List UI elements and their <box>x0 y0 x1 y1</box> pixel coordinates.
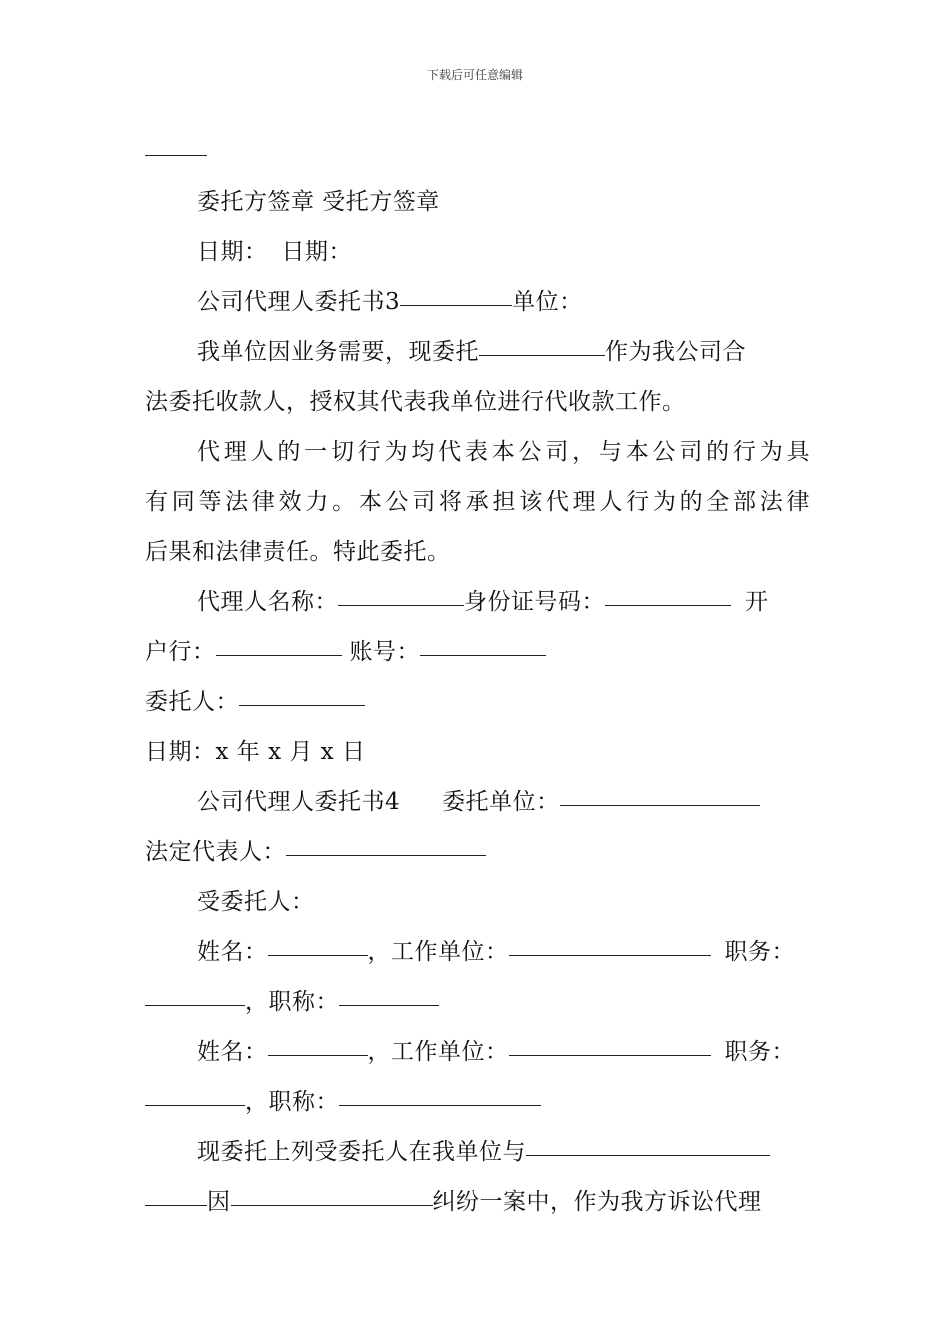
blank-field <box>479 354 605 356</box>
work-unit-label: ，工作单位： <box>367 1039 509 1065</box>
blank-field <box>509 1054 711 1056</box>
blank-field <box>216 654 342 656</box>
duty-label: 职务： <box>724 939 795 965</box>
blank-field <box>145 154 207 156</box>
signature-label: 委托方签章 受托方签章 <box>197 189 440 215</box>
date-label-principal: 日期： <box>197 239 268 265</box>
signature-row <box>145 177 810 227</box>
blank-line-top <box>145 127 810 177</box>
blank-field <box>509 954 711 956</box>
blank-field <box>339 1004 439 1006</box>
entrust-row <box>145 1127 810 1177</box>
blank-field <box>400 304 512 306</box>
bank-label-part: 开 <box>745 589 769 615</box>
blank-field <box>339 1104 541 1106</box>
name-label: 姓名： <box>197 1039 268 1065</box>
agent-info-row <box>145 577 810 627</box>
blank-field <box>560 804 760 806</box>
letter3-title: 公司代理人委托书3 <box>197 289 401 315</box>
blank-field <box>145 1004 245 1006</box>
blank-field <box>268 1054 368 1056</box>
paragraph-text: 后果和法律责任。特此委托。 <box>145 539 451 565</box>
paragraph-text: 因 <box>207 1189 231 1215</box>
page-header: 下载后可任意编辑 <box>426 68 523 82</box>
paragraph-line: 有同等法律效力。本公司将承担该代理人行为的全部法律 <box>145 489 810 515</box>
principal-label: 委托人： <box>145 689 239 715</box>
blank-field <box>526 1154 770 1156</box>
blank-field <box>145 1204 207 1206</box>
title-label: ，职称： <box>245 1089 339 1115</box>
duty-label: 职务： <box>724 1039 795 1065</box>
letter4-title-row <box>145 777 810 827</box>
paragraph-text: 纠纷一案中，作为我方诉讼代理 <box>432 1189 762 1215</box>
paragraph-line: 代理人的一切行为均代表本公司，与本公司的行为具 <box>197 439 810 465</box>
trustee-2-row-cont <box>145 1077 810 1127</box>
agent-name-label: 代理人名称： <box>197 589 338 615</box>
blank-field <box>338 604 464 606</box>
bank-label-part: 户行： <box>145 639 216 665</box>
paragraph-text: 作为我公司合 <box>605 339 746 365</box>
paragraph-text: 我单位因业务需要，现委托 <box>197 339 479 365</box>
trustee-2-row <box>145 1027 810 1077</box>
trustee-1-row-cont <box>145 977 810 1027</box>
blank-field <box>145 1104 245 1106</box>
blank-field <box>239 704 365 706</box>
title-label: ，职称： <box>245 989 339 1015</box>
date-full-row <box>145 727 810 777</box>
principal-row <box>145 677 810 727</box>
paragraph-line <box>145 327 810 377</box>
date-full: 日期：x 年 x 月 x 日 <box>145 739 366 765</box>
id-number-label: 身份证号码： <box>464 589 605 615</box>
account-label: 账号： <box>349 639 420 665</box>
blank-field <box>420 654 546 656</box>
letter3-title-row <box>145 277 810 327</box>
bank-info-row <box>145 627 810 677</box>
entrusting-unit-label: 委托单位： <box>442 789 560 815</box>
letter4-title: 公司代理人委托书4 <box>197 789 401 815</box>
entrust-row-cont <box>145 1177 810 1227</box>
trustee-1-row <box>145 927 810 977</box>
blank-field <box>268 954 368 956</box>
blank-field <box>231 1204 433 1206</box>
date-row <box>145 227 810 277</box>
date-label-agent: 日期： <box>281 239 352 265</box>
trustee-label: 受委托人： <box>197 889 315 915</box>
paragraph-line <box>145 377 810 427</box>
paragraph-line <box>145 527 810 577</box>
work-unit-label: ，工作单位： <box>367 939 509 965</box>
paragraph-text: 现委托上列受委托人在我单位与 <box>197 1139 526 1165</box>
blank-field <box>286 854 486 856</box>
paragraph-text: 法委托收款人，授权其代表我单位进行代收款工作。 <box>145 389 686 415</box>
blank-field <box>605 604 731 606</box>
document-body <box>145 127 810 1227</box>
legal-rep-label: 法定代表人： <box>145 839 286 865</box>
name-label: 姓名： <box>197 939 268 965</box>
unit-label: 单位： <box>512 289 583 315</box>
trustee-row <box>145 877 810 927</box>
legal-rep-row <box>145 827 810 877</box>
